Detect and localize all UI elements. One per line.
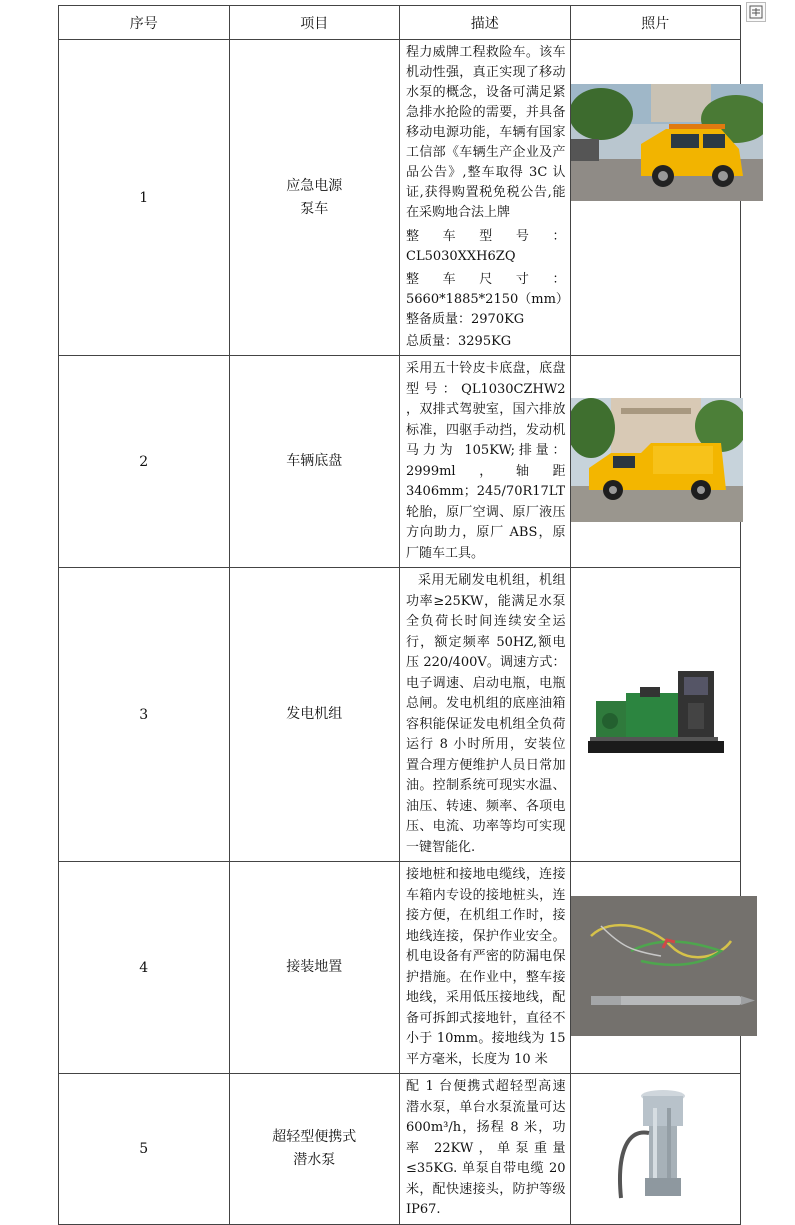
row-number: 1 (59, 40, 230, 356)
item-name (229, 1074, 400, 1225)
photo-cell (570, 862, 741, 1074)
header-photo: 照片 (570, 6, 741, 40)
desc-spec-size: 整车尺寸：5660*1885*2150（mm） (406, 272, 569, 307)
table-row (59, 862, 741, 1074)
desc-paragraph: 采用无刷发电机组，机组功率≥25KW，能满足水泵全负荷长时间连续安全运行，额定频率 50HZ,额电压 220/400V。调速方式：电子调速、启动电瓶，电瓶总闸。发电机组的底座油箱容积能保证发电机组全负荷运行 8 小时所用，安装位置合理方便维护人员日常加油。控制系统可现实水温、油压、转速、频率、各项电压、电流、功率等均可实现一键智能化. (406, 573, 566, 855)
grounding-kit-photo (571, 896, 757, 1036)
photo-cell (570, 1074, 741, 1225)
item-description (400, 356, 571, 568)
item-name-line: 潜水泵 (293, 1151, 336, 1168)
item-description (400, 862, 571, 1074)
row-number: 4 (59, 862, 230, 1074)
item-name (229, 356, 400, 568)
desc-spec-curb-weight: 整备质量：2970KG (406, 312, 525, 327)
table-row (59, 356, 741, 568)
photo-cell (570, 356, 741, 568)
desc-spec-gross-weight: 总质量：3295KG (406, 334, 512, 349)
generator-set-photo (580, 663, 730, 763)
embed-object-icon[interactable] (746, 2, 766, 22)
item-name (229, 862, 400, 1074)
table-header-row (59, 6, 741, 40)
chassis-truck-photo (571, 398, 743, 522)
desc-paragraph: 程力威牌工程救险车。该车机动性强，真正实现了移动水泵的概念，设备可满足紧急排水抢险的需要，并具备移动电源功能，车辆有国家工信部《车辆生产企业及产品公告》,整车取得 3C 认证,获得购置税免税公告,能在采购地合法上牌 (406, 45, 566, 220)
header-no: 序号 (59, 6, 230, 40)
row-number: 5 (59, 1074, 230, 1225)
row-number: 2 (59, 356, 230, 568)
item-name-line: 超轻型便携式 (272, 1128, 357, 1145)
submersible-pump-photo (605, 1088, 705, 1206)
pump-truck-photo (571, 84, 763, 201)
table-row (59, 1074, 741, 1225)
item-name (229, 568, 400, 862)
table-row (59, 568, 741, 862)
item-name-line: 接装地置 (286, 959, 343, 975)
item-description (400, 40, 571, 356)
equipment-table (58, 5, 741, 1225)
item-description (400, 568, 571, 862)
desc-paragraph: 接地桩和接地电缆线，连接车箱内专设的接地桩头，连接方便，在机组工作时，接地线连接，保护作业安全。机电设备有严密的防漏电保护措施。在作业中，整车接地线，采用低压接地线，配备可拆卸式接地针，直径不小于 10mm。接地线为 15 平方毫米，长度为 10 米 (406, 867, 566, 1067)
item-description (400, 1074, 571, 1225)
photo-cell (570, 40, 741, 356)
header-desc: 描述 (400, 6, 571, 40)
desc-paragraph: 采用五十铃皮卡底盘，底盘型号：QL1030CZHW2 ，双排式驾驶室，国六排放标准，四驱手动挡，发动机马力为 105KW;排量：2999ml，轴距 3406mm；245/70R17LT 轮胎，原厂空调、原厂液压方向助力，原厂 ABS，原厂随车工具。 (406, 361, 566, 561)
item-name-line: 泵车 (300, 200, 329, 217)
desc-spec-model: 整车型号：CL5030XXH6ZQ (406, 229, 566, 264)
photo-cell (570, 568, 741, 862)
item-name-line: 应急电源 (286, 177, 343, 194)
row-number: 3 (59, 568, 230, 862)
item-name-line: 车辆底盘 (286, 453, 343, 469)
item-name (229, 40, 400, 356)
desc-paragraph: 配 1 台便携式超轻型高速潜水泵，单台水泵流量可达 600m³/h，扬程 8 米，功率 22KW，单泵重量≤35KG. 单泵自带电缆 20 米，配快速接头，防护等级 IP67. (406, 1079, 566, 1217)
header-item: 项目 (229, 6, 400, 40)
table-row (59, 40, 741, 356)
item-name-line: 发电机组 (286, 706, 343, 722)
